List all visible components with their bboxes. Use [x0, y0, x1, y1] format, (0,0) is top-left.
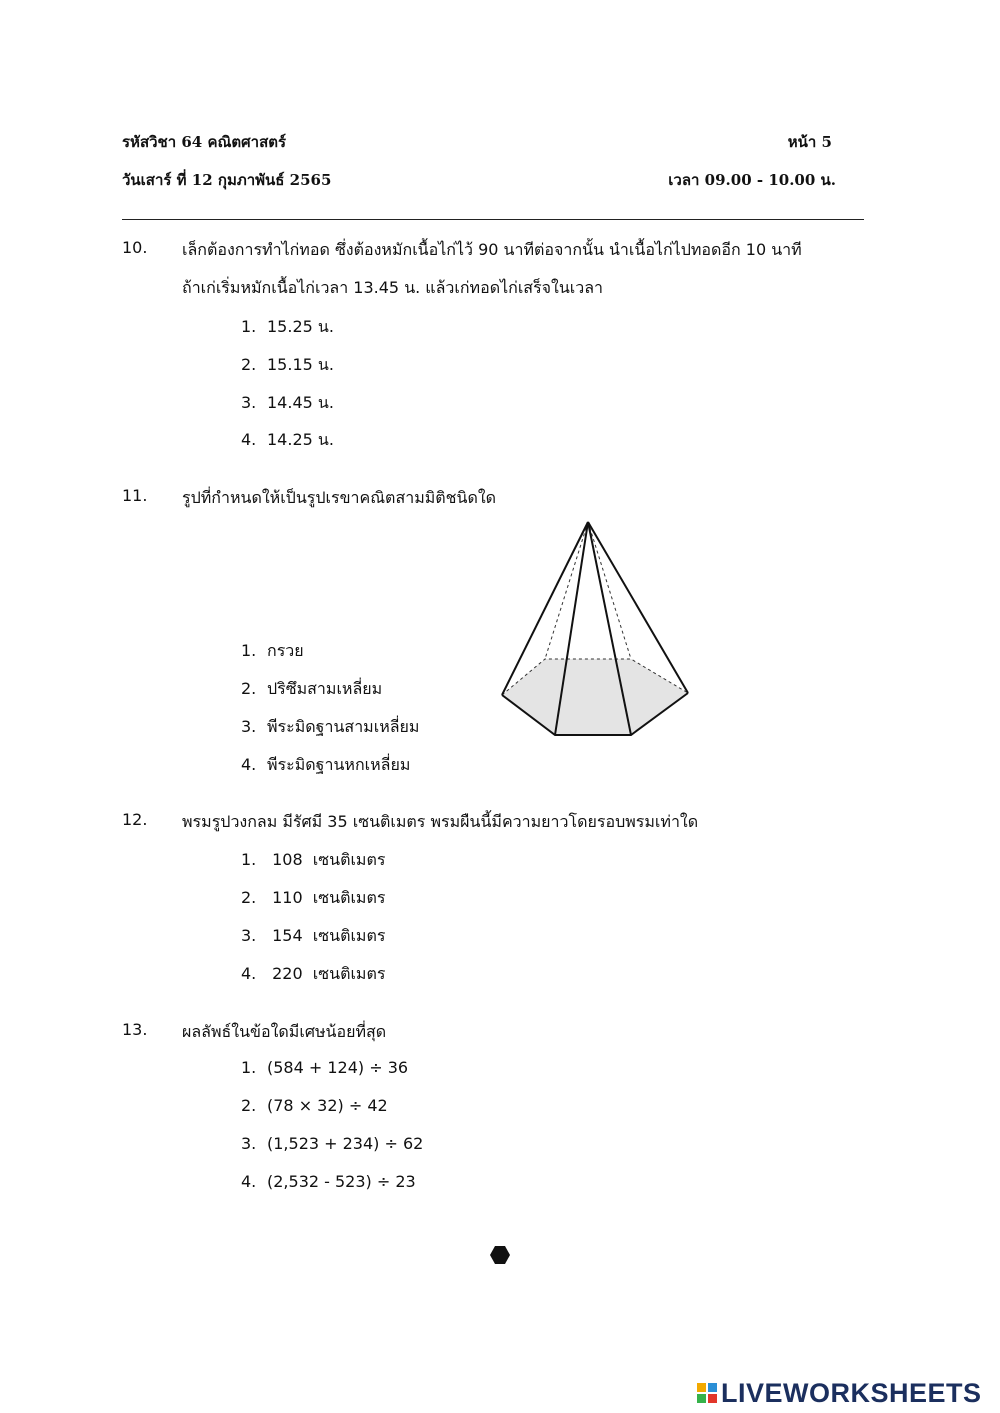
option-11-3[interactable]: [241, 715, 419, 740]
header-divider: [122, 219, 864, 220]
option-number: 4.: [241, 755, 257, 774]
option-text: 110 เซนติเมตร: [267, 888, 386, 907]
option-text: 14.45 น.: [267, 393, 334, 412]
option-number: 2.: [241, 679, 257, 698]
pyramid-base: [502, 659, 688, 735]
option-11-1[interactable]: [241, 639, 304, 664]
option-number: 1.: [241, 317, 257, 336]
option-number: 1.: [241, 850, 257, 869]
question-text-line-1: เล็กต้องการทำไก่ทอด ซึ่งต้องหมักเนื้อไก่ไว้ 90 นาทีต่อจากนั้น นำเนื้อไก่ไปทอดอีก 10 นาที: [182, 240, 802, 259]
option-10-1[interactable]: [241, 315, 334, 340]
option-text: (584 + 124) ÷ 36: [267, 1058, 409, 1077]
option-text: 15.15 น.: [267, 355, 334, 374]
option-13-3[interactable]: [241, 1134, 423, 1153]
option-number: 4.: [241, 1172, 257, 1191]
question-text-line-2: ถ้าเก่เริ่มหมักเนื้อไก่เวลา 13.45 น. แล้วเก่ทอดไก่เสร็จในเวลา: [182, 278, 604, 297]
question-text-line-1: รูปที่กำหนดให้เป็นรูปเรขาคณิตสามมิติชนิดใด: [182, 488, 497, 507]
option-text: 154 เซนติเมตร: [267, 926, 386, 945]
option-number: 4.: [241, 430, 257, 449]
option-number: 1.: [241, 641, 257, 660]
option-10-4[interactable]: [241, 428, 334, 453]
option-text: พีระมิดฐานหกเหลี่ยม: [267, 755, 411, 774]
pyramid-hidden-edge: [588, 522, 631, 659]
option-number: 3.: [241, 926, 257, 945]
option-number: 1.: [241, 1058, 257, 1077]
option-10-2[interactable]: [241, 353, 334, 378]
option-number: 2.: [241, 888, 257, 907]
option-11-4[interactable]: [241, 753, 410, 778]
option-text: พีระมิดฐานสามเหลี่ยม: [267, 717, 420, 736]
option-number: 3.: [241, 717, 257, 736]
option-text: ปริซึมสามเหลี่ยม: [267, 679, 383, 698]
hexagonal-pyramid-figure: [498, 518, 692, 740]
option-13-2[interactable]: [241, 1096, 388, 1115]
option-text: 15.25 น.: [267, 317, 334, 336]
question-number: 12.: [122, 810, 148, 829]
option-text: กรวย: [267, 641, 304, 660]
option-12-3[interactable]: [241, 924, 385, 949]
liveworksheets-logo: [697, 1378, 997, 1408]
exam-time: เวลา 09.00 - 10.00 น.: [668, 171, 836, 189]
pyramid-hidden-edge: [545, 522, 588, 659]
option-number: 2.: [241, 355, 257, 374]
option-10-3[interactable]: [241, 391, 334, 416]
option-text: 108 เซนติเมตร: [267, 850, 386, 869]
page-number: หน้า 5: [787, 133, 832, 151]
option-text: (1,523 + 234) ÷ 62: [267, 1134, 424, 1153]
logo-wordmark: LIVEWORKSHEETS: [721, 1378, 982, 1408]
question-text-line-1: พรมรูปวงกลม มีรัศมี 35 เซนติเมตร พรมผืนนี้มีความยาวโดยรอบพรมเท่าใด: [182, 812, 699, 831]
option-text: (78 × 32) ÷ 42: [267, 1096, 388, 1115]
option-13-1[interactable]: [241, 1058, 408, 1077]
logo-grid-icon: [697, 1383, 717, 1403]
option-12-1[interactable]: [241, 848, 385, 873]
option-text: 14.25 น.: [267, 430, 334, 449]
question-number: 10.: [122, 238, 148, 257]
option-12-4[interactable]: [241, 962, 385, 987]
option-number: 3.: [241, 1134, 257, 1153]
question-number: 13.: [122, 1020, 148, 1039]
question-text-line-1: ผลลัพธ์ในข้อใดมีเศษน้อยที่สุด: [182, 1022, 387, 1041]
option-number: 4.: [241, 964, 257, 983]
option-text: 220 เซนติเมตร: [267, 964, 386, 983]
option-number: 3.: [241, 393, 257, 412]
question-number: 11.: [122, 486, 148, 505]
option-11-2[interactable]: [241, 677, 382, 702]
option-text: (2,532 - 523) ÷ 23: [267, 1172, 416, 1191]
exam-date: วันเสาร์ ที่ 12 กุมภาพันธ์ 2565: [122, 171, 332, 189]
option-13-4[interactable]: [241, 1172, 416, 1191]
subject-code: รหัสวิชา 64 คณิตศาสตร์: [122, 133, 287, 151]
hexagon-bullet-icon: [489, 1244, 511, 1266]
option-12-2[interactable]: [241, 886, 385, 911]
option-number: 2.: [241, 1096, 257, 1115]
